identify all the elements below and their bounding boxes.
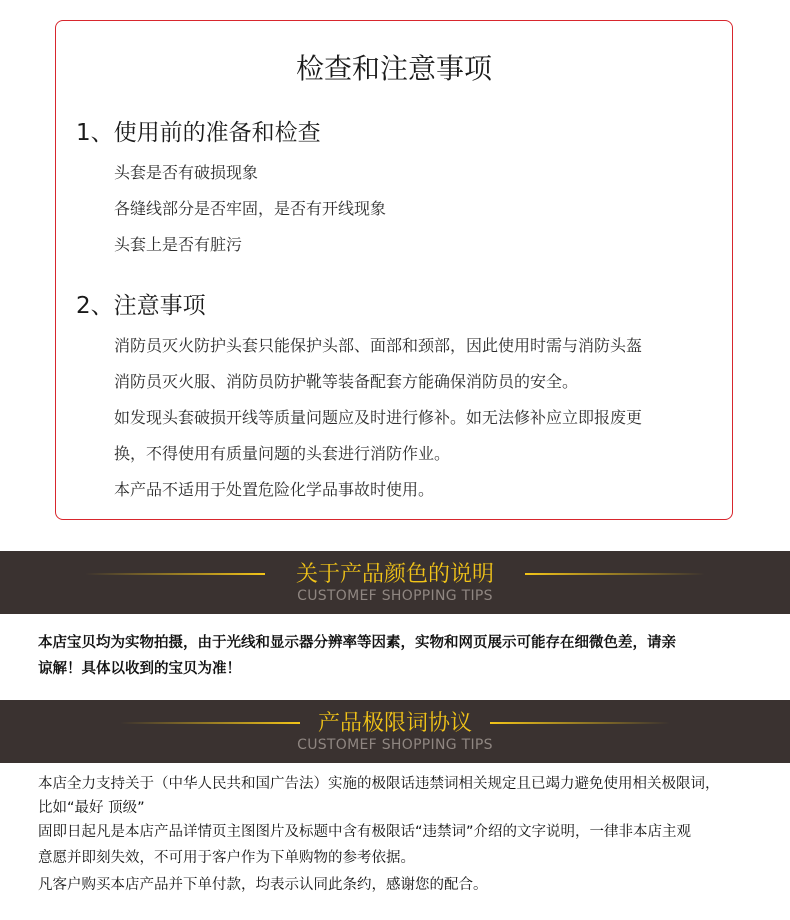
inspection-card: [55, 20, 733, 520]
note-line: 本产品不适用于处置危险化学品事故时使用。: [114, 480, 435, 499]
note-line: 如发现头套破损开线等质量问题应及时进行修补。如无法修补应立即报废更: [114, 408, 643, 427]
banner-subtitle: CUSTOMEF SHOPPING TIPS: [297, 737, 493, 753]
color-notice-banner: [0, 551, 790, 614]
agreement-text: 本店全力支持关于（中华人民共和国广告法）实施的极限话违禁词相关规定且已竭力避免使用相关极限词，: [38, 776, 720, 792]
banner-title: 产品极限词协议: [317, 711, 472, 736]
agreement-text: 固即日起凡是本店产品详情页主图图片及标题中含有极限话“违禁词”介绍的文字说明，一律非本店主观: [38, 824, 692, 840]
check-item: 头套上是否有脏污: [114, 235, 243, 254]
agreement-text: 比如“最好 顶级”: [38, 800, 145, 816]
note-line: 消防员灭火服、消防员防护靴等装备配套方能确保消防员的安全。: [114, 372, 579, 391]
note-line: 换，不得使用有质量问题的头套进行消防作业。: [114, 444, 451, 463]
check-item: 头套是否有破损现象: [114, 163, 259, 182]
section-heading-preparation: 1、使用前的准备和检查: [76, 120, 321, 146]
check-item: 各缝线部分是否牢固，是否有开线现象: [114, 199, 387, 218]
color-notice-text: 本店宝贝均为实物拍摄，由于光线和显示器分辨率等因素，实物和网页展示可能存在细微色差，请亲: [38, 635, 676, 651]
color-notice-text: 谅解！具体以收到的宝贝为准！: [38, 661, 241, 677]
section-heading-notes: 2、注意事项: [76, 293, 206, 319]
card-title: 检查和注意事项: [295, 52, 492, 85]
note-line: 消防员灭火防护头套只能保护头部、面部和颈部，因此使用时需与消防头盔: [114, 336, 643, 355]
banner-subtitle: CUSTOMEF SHOPPING TIPS: [297, 588, 493, 604]
agreement-text: 凡客户购买本店产品并下单付款，均表示认同此条约，感谢您的配合。: [38, 877, 488, 893]
agreement-text: 意愿并即刻失效，不可用于客户作为下单购物的参考依据。: [38, 850, 415, 866]
banner-title: 关于产品颜色的说明: [295, 562, 494, 587]
agreement-banner: [0, 700, 790, 763]
